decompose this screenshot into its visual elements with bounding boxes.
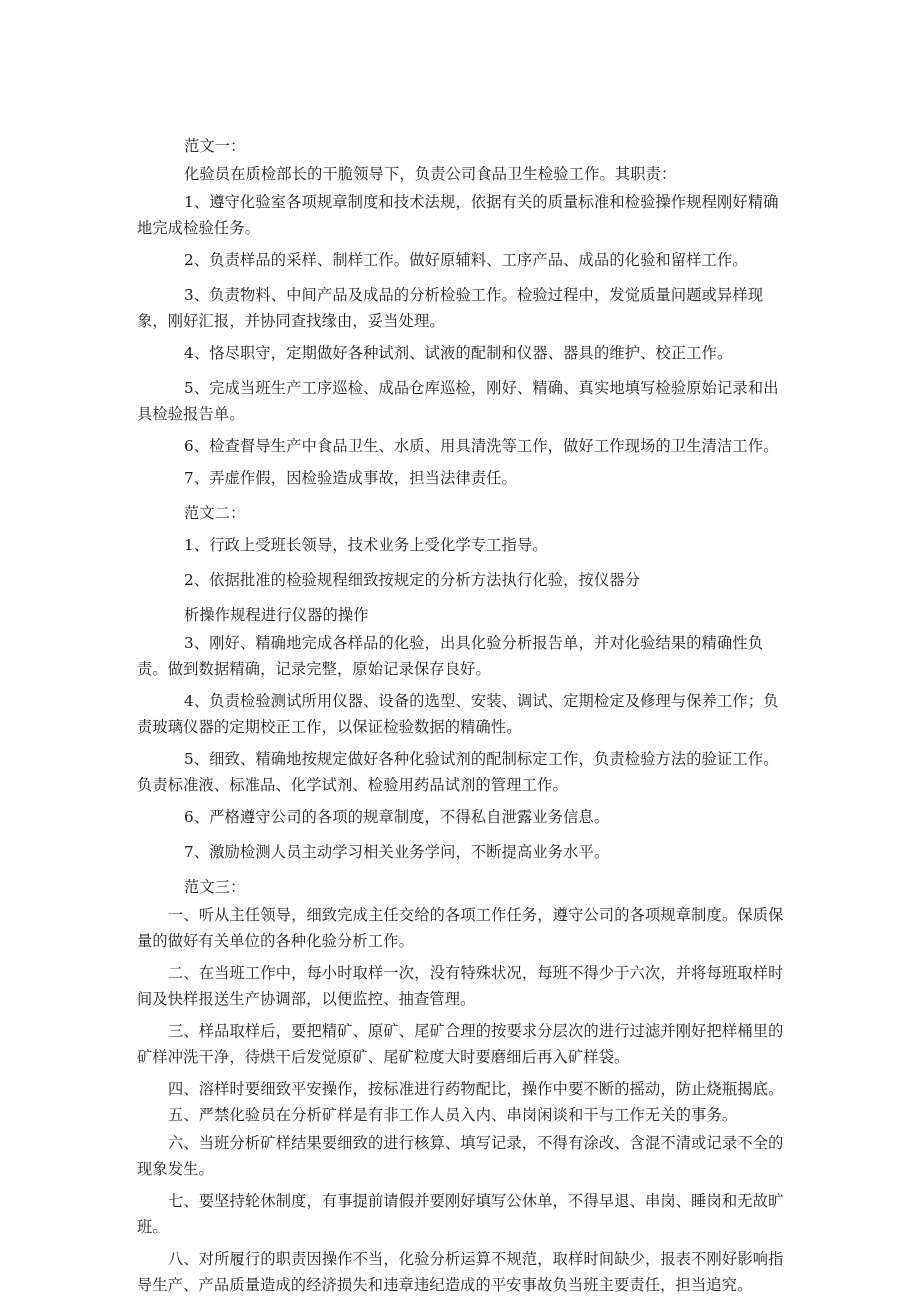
paragraph: 析操作规程进行仪器的操作 bbox=[184, 606, 369, 624]
paragraph: 3、负责物料、中间产品及成品的分析检验工作。检验过程中，发觉质量问题或异样现象，刚好汇报，并协同查找缘由，妥当处理。 bbox=[137, 286, 764, 330]
paragraph: 七、要坚持轮休制度，有事提前请假并要刚好填写公休单，不得早退、串岗、睡岗和无故旷班。 bbox=[137, 1192, 784, 1236]
paragraph: 7、激励检测人员主动学习相关业务学问，不断提高业务水平。 bbox=[184, 843, 610, 861]
paragraph: 四、溶样时要细致平安操作，按标准进行药物配比，操作中要不断的摇动，防止烧瓶揭底。 bbox=[168, 1080, 784, 1098]
paragraph: 2、依据批准的检验规程细致按规定的分析方法执行化验，按仪器分 bbox=[184, 571, 641, 589]
paragraph: 6、检查督导生产中食品卫生、水质、用具清洗等工作，做好工作现场的卫生清洁工作。 bbox=[184, 437, 779, 455]
paragraph: 5、完成当班生产工序巡检、成品仓库巡检，刚好、精确、真实地填写检验原始记录和出具检验报告单。 bbox=[137, 379, 779, 423]
paragraph: 6、严格遵守公司的各项的规章制度，不得私自泄露业务信息。 bbox=[184, 808, 610, 826]
paragraph: 一、听从主任领导，细致完成主任交给的各项工作任务，遵守公司的各项规章制度。保质保量的做好有关单位的各种化验分析工作。 bbox=[137, 906, 784, 950]
section-title: 范文二： bbox=[184, 504, 246, 522]
paragraph: 5、细致、精确地按规定做好各种化验试剂的配制标定工作，负责检验方法的验证工作。负责标准液、标准品、化学试剂、检验用药品试剂的管理工作。 bbox=[137, 750, 779, 794]
paragraph: 2、负责样品的采样、制样工作。做好原辅料、工序产品、成品的化验和留样工作。 bbox=[184, 251, 748, 269]
paragraph: 4、恪尽职守，定期做好各种试剂、试液的配制和仪器、器具的维护、校正工作。 bbox=[184, 344, 733, 362]
paragraph: 7、弄虚作假，因检验造成事故，担当法律责任。 bbox=[184, 469, 518, 487]
paragraph: 二、在当班工作中，每小时取样一次，没有特殊状况，每班不得少于六次，并将每班取样时间及快样报送生产协调部，以便监控、抽查管理。 bbox=[137, 964, 784, 1008]
paragraph: 六、当班分析矿样结果要细致的进行核算、填写记录，不得有涂改、含混不清或记录不全的现象发生。 bbox=[137, 1134, 784, 1178]
paragraph: 化验员在质检部长的干脆领导下，负责公司食品卫生检验工作。其职责： bbox=[184, 165, 677, 183]
paragraph: 五、严禁化验员在分析矿样是有非工作人员入内、串岗闲谈和干与工作无关的事务。 bbox=[168, 1106, 738, 1124]
paragraph: 4、负责检验测试所用仪器、设备的选型、安装、调试、定期检定及修理与保养工作；负责玻璃仪器的定期校正工作，以保证检验数据的精确性。 bbox=[137, 692, 779, 736]
paragraph: 三、样品取样后，要把精矿、原矿、尾矿合理的按要求分层次的进行过滤并刚好把样桶里的矿样冲洗干净，待烘干后发觉原矿、尾矿粒度大时要磨细后再入矿样袋。 bbox=[137, 1022, 784, 1066]
paragraph: 1、行政上受班长领导，技术业务上受化学专工指导。 bbox=[184, 536, 548, 554]
paragraph: 八、对所履行的职责因操作不当，化验分析运算不规范，取样时间缺少，报表不刚好影响指导生产、产品质量造成的经济损失和违章违纪造成的平安事故负当班主要责任，担当追究。 bbox=[137, 1250, 784, 1294]
section-title: 范文一： bbox=[184, 137, 246, 155]
paragraph: 3、刚好、精确地完成各样品的化验，出具化验分析报告单，并对化验结果的精确性负责。做到数据精确，记录完整，原始记录保存良好。 bbox=[137, 634, 764, 678]
document-body bbox=[137, 133, 787, 1298]
paragraph: 1、遵守化验室各项规章制度和技术法规，依据有关的质量标准和检验操作规程刚好精确地完成检验任务。 bbox=[137, 193, 779, 237]
section-title: 范文三： bbox=[184, 878, 246, 896]
